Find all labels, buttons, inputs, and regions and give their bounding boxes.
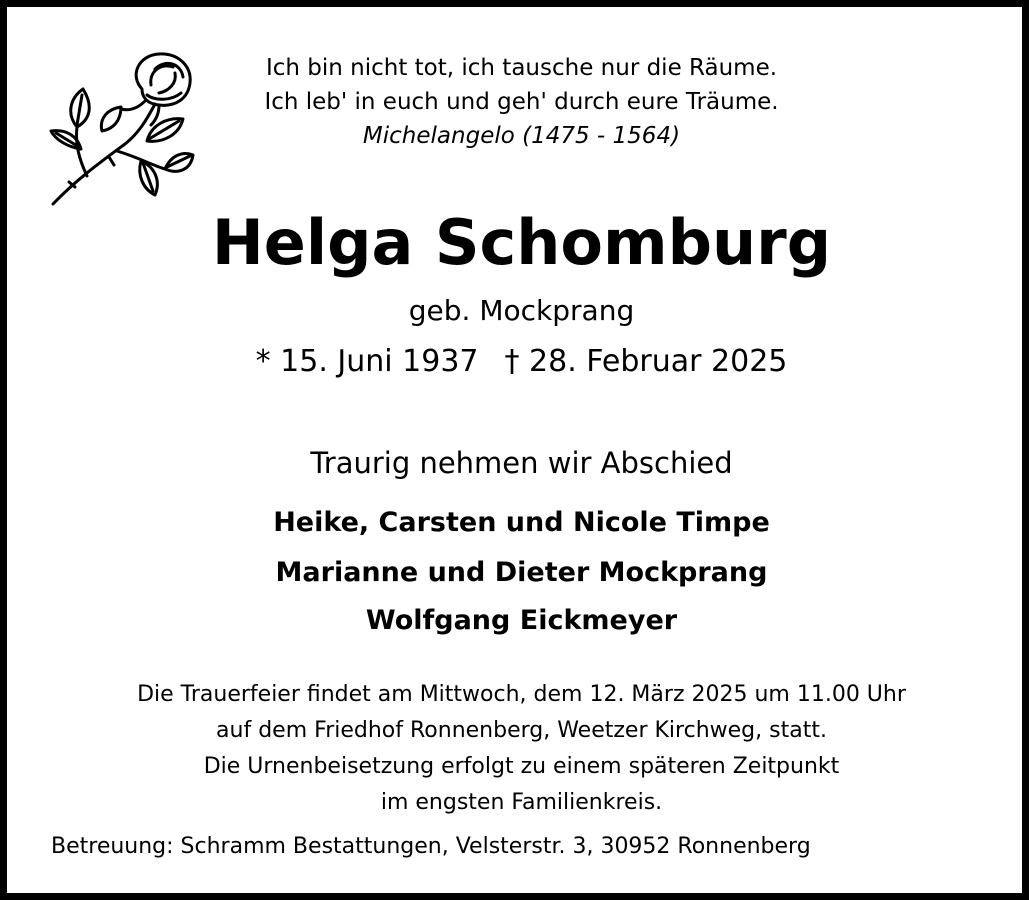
ceremony-line: auf dem Friedhof Ronnenberg, Weetzer Kirchweg, statt.	[216, 718, 827, 743]
quote-line-1: Ich bin nicht tot, ich tausche nur die Räume.	[265, 55, 778, 81]
deceased-name: Helga Schomburg	[211, 206, 832, 279]
funeral-home-info: Betreuung: Schramm Bestattungen, Velsterstr. 3, 30952 Ronnenberg	[51, 834, 811, 859]
ceremony-line: im engsten Familienkreis.	[380, 790, 663, 815]
life-dates	[7, 341, 1029, 383]
birth-date: * 15. Juni 1937	[255, 344, 479, 379]
quote-author: Michelangelo (1475 - 1564)	[362, 123, 681, 149]
farewell-intro: Traurig nehmen wir Abschied	[310, 446, 733, 480]
ceremony-line: Die Trauerfeier findet am Mittwoch, dem 12. März 2025 um 11.00 Uhr	[137, 682, 906, 707]
quote-line-2: Ich leb' in euch und geh' durch eure Träume.	[264, 89, 779, 115]
ceremony-line: Die Urnenbeisetzung erfolgt zu einem späteren Zeitpunkt	[203, 754, 840, 779]
maiden-name: geb. Mockprang	[408, 294, 635, 327]
mourner-line: Wolfgang Eickmeyer	[365, 605, 678, 636]
mourner-line: Marianne und Dieter Mockprang	[275, 557, 768, 588]
death-date: † 28. Februar 2025	[504, 344, 788, 379]
mourner-line: Heike, Carsten und Nicole Timpe	[273, 507, 770, 538]
